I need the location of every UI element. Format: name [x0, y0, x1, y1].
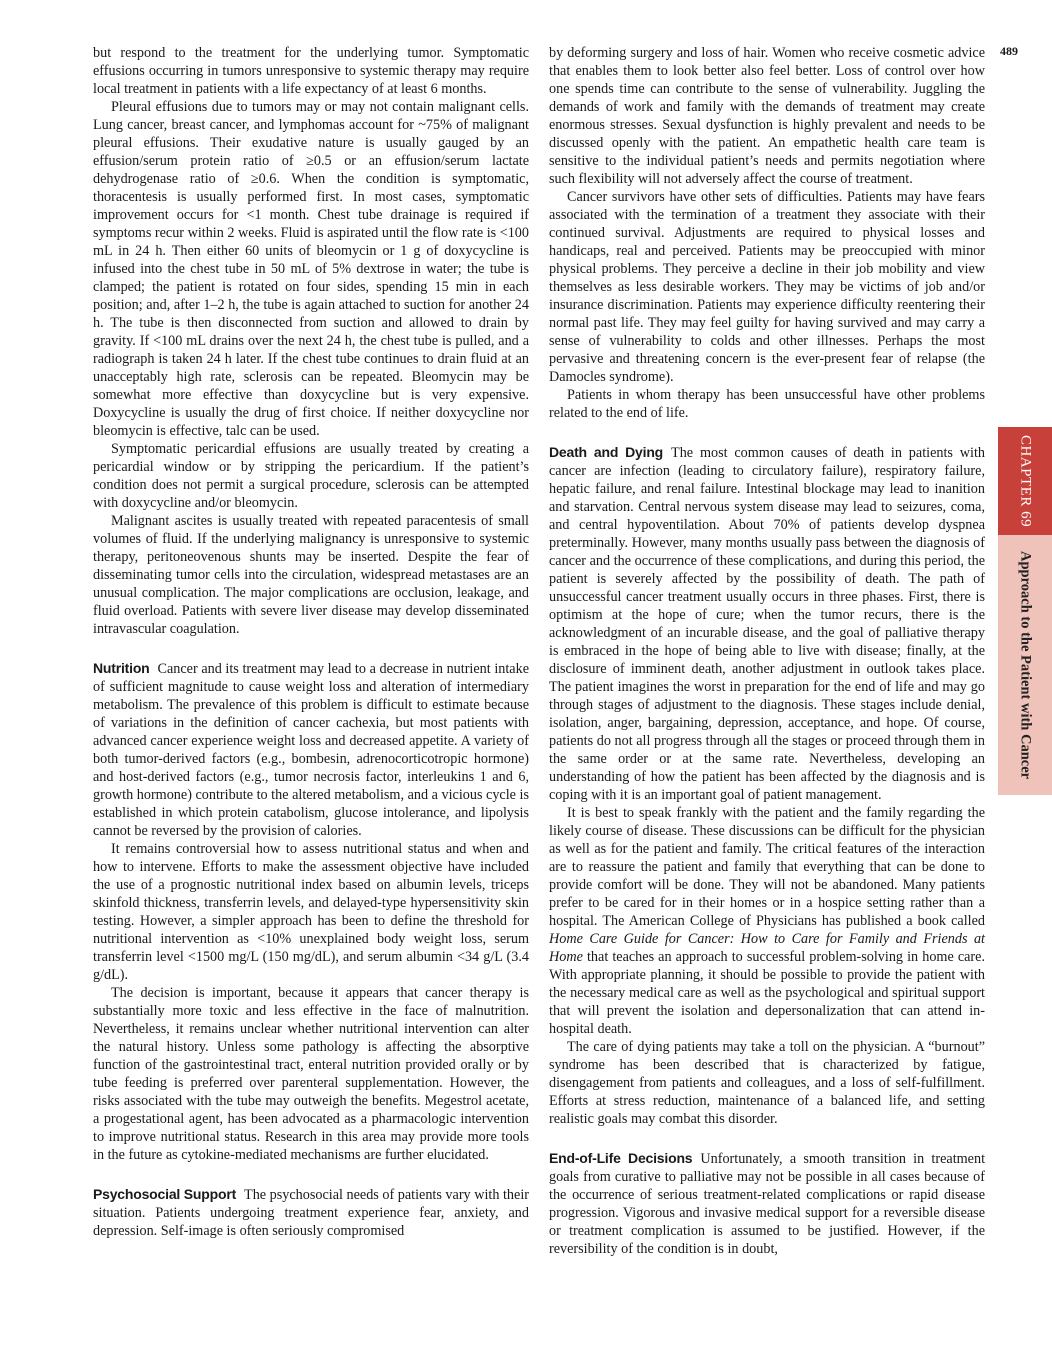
- paragraph: Patients in whom therapy has been unsuccessful have other problems related to the end of life.: [549, 387, 985, 421]
- paragraph: but respond to the treatment for the underlying tumor. Symptomatic effusions occurring in tumors unresponsive to systemic therapy may require local treatment in patients with a life expectancy of at least 6 months.: [93, 45, 529, 97]
- paragraph: Symptomatic pericardial effusions are usually treated by creating a pericardial window or by stripping the pericardium. If the patient’s condition does not permit a surgical procedure, sclerosis can be attempted with doxycycline and/or bleomycin.: [93, 441, 529, 511]
- paragraph: Malignant ascites is usually treated with repeated paracentesis of small volumes of fluid. If the underlying malignancy is unresponsive to systemic therapy, peritoneovenous shunts may be inserted. Despite the fear of disseminating tumor cells into the circulation, widespread metastases are an unusual complication. The major complications are occlusion, leakage, and fluid overload. Patients with severe liver disease may develop disseminated intravascular coagulation.: [93, 513, 529, 637]
- paragraph: [549, 804, 985, 1038]
- paragraph: Pleural effusions due to tumors may or may not contain malignant cells. Lung cancer, breast cancer, and lymphomas account for ~75% of malignant pleural effusions. Their exudative nature is usually gauged by an effusion/serum protein ratio of ≥0.5 or an effusion/serum lactate dehydrogenase ratio of ≥0.6. When the condition is symptomatic, thoracentesis is usually performed first. In most cases, symptomatic improvement occurs for <1 month. Chest tube drainage is required if symptoms recur within 2 weeks. Fluid is aspirated until the flow rate is <100 mL in 24 h. Then either 60 units of bleomycin or 1 g of doxycycline is infused into the chest tube in 50 mL of 5% dextrose in water; the tube is clamped; the patient is rotated on four sides, spending 15 min in each position; and, after 1–2 h, the tube is again attached to suction for another 24 h. The tube is then disconnected from suction and allowed to drain by gravity. If <100 mL drains over the next 24 h, the chest tube is pulled, and a radiograph is taken 24 h later. If the chest tube continues to drain fluid at an unacceptably high rate, sclerosis can be repeated. Bleomycin may be somewhat more effective than doxycycline but is very expensive. Doxycycline is usually the drug of first choice. If neither doxycycline nor bleomycin is effective, talc can be used.: [93, 99, 529, 439]
- paragraph-text: Unfortunately, a smooth transition in treatment goals from curative to palliative may not be possible in all cases because of the occurrence of serious treatment-related complications or rapid disease progression. Vigorous and invasive medical support for a reversible disease or treatment complication is assumed to be justified. However, if the reversibility of the condition is in doubt,: [549, 1151, 986, 1257]
- section-heading-death-and-dying: Death and Dying: [549, 444, 664, 460]
- paragraph-text: Cancer and its treatment may lead to a decrease in nutrient intake of sufficient magnitude to cause weight loss and alteration of intermediary metabolism. The prevalence of this problem is difficult to estimate because of variations in the definition of cancer cachexia, but most patients with advanced cancer experience weight loss and decreased appetite. A variety of both tumor-derived factors (e.g., bombesin, adrenocorticotropic hormone) and host-derived factors (e.g., tumor necrosis factor, interleukins 1 and 6, growth hormone) contribute to the altered metabolism, and a vicious cycle is established in which protein catabolism, glucose intolerance, and lipolysis cannot be reversed by the provision of calories.: [93, 661, 529, 839]
- section-heading-psychosocial: Psychosocial Support: [93, 1186, 237, 1202]
- page-number: 489: [1000, 44, 1018, 58]
- paragraph-text: The psychosocial needs of patients vary with their situation. Patients undergoing treatment experience fear, anxiety, and depression. Self-image is often seriously compromised: [93, 1187, 529, 1239]
- paragraph-text: The most common causes of death in patients with cancer are infection (leading to circulatory failure), respiratory failure, hepatic failure, and renal failure. Intestinal blockage may lead to inanition and starvation. Central nervous system disease may lead to seizures, coma, and central hypoventilation. About 70% of patients develop dyspnea preterminally. However, many months usually pass between the diagnosis of cancer and the occurrence of these complications, and during this period, the patient is severely affected by the possibility of death. The path of unsuccessful cancer treatment usually occurs in three phases. First, there is optimism at the hope of cure; when the tumor recurs, there is the acknowledgment of an incurable disease, and the goal of palliative therapy is embraced in the hope of being able to live with disease; finally, at the disclosure of imminent death, another adjustment in outlook takes place. The patient imagines the worst in preparation for the end of life and may go through stages of adjustment to the diagnosis. These stages include denial, isolation, anger, bargaining, depression, acceptance, and hope. Of course, patients do not all progress through all the stages or proceed through them in the same order or at the same rate. Nevertheless, developing an understanding of how the patient has been affected by the diagnosis and is coping with it is an important goal of patient management.: [549, 445, 985, 803]
- paragraph: It remains controversial how to assess nutritional status and when and how to intervene. Efforts to make the assessment objective have included the use of a prognostic nutritional index based on albumin levels, triceps skinfold thickness, transferrin levels, and delayed-type hypersensitivity skin testing. However, a simpler approach has been to define the threshold for nutritional intervention as <10% unexplained body weight loss, serum transferrin level <1500 mg/L (150 mg/dL), and serum albumin <34 g/L (3.4 g/dL).: [93, 841, 529, 983]
- death-and-dying-section: [549, 443, 985, 804]
- paragraph: Cancer survivors have other sets of difficulties. Patients may have fears associated with the termination of a treatment they associate with their continued survival. Adjustments are required to physical losses and handicaps, real and perceived. Patients may be preoccupied with minor physical problems. They perceive a decline in their job mobility and view themselves as less desirable workers. They may be victims of job and/or insurance discrimination. Patients may experience difficulty reentering their normal past life. They may feel guilty for having survived and may carry a sense of vulnerability to colds and other illnesses. Perhaps the most pervasive and threatening concern is the ever-present fear of relapse (the Damocles syndrome).: [549, 189, 985, 385]
- paragraph: by deforming surgery and loss of hair. Women who receive cosmetic advice that enables them to look better also feel better. Loss of control over how one spends time can contribute to the sense of vulnerability. Juggling the demands of work and family with the demands of treatment may create enormous stresses. Sexual dysfunction is highly prevalent and needs to be discussed openly with the patient. An empathetic health care team is sensitive to the individual patient’s needs and permits negotiation where such flexibility will not adversely affect the course of treatment.: [549, 45, 985, 187]
- paragraph: The care of dying patients may take a toll on the physician. A “burnout” syndrome has been described that is characterized by fatigue, disengagement from patients and colleagues, and a loss of self-fulfillment. Efforts at stress reduction, maintenance of a balanced life, and setting realistic goals may combat this disorder.: [549, 1039, 985, 1127]
- chapter-tab: [998, 427, 1052, 535]
- paragraph: The decision is important, because it appears that cancer therapy is substantially more toxic and less effective in the face of malnutrition. Nevertheless, it remains unclear whether nutritional intervention can alter the natural history. Unless some pathology is affecting the absorptive function of the gastrointestinal tract, enteral nutrition provided orally or by tube feeding is preferred over parenteral supplementation. However, the risks associated with the tube may outweigh the benefits. Megestrol acetate, a progestational agent, has been advocated as a pharmacologic intervention to improve nutritional status. Research in this area may provide more tools in the future as cytokine-mediated mechanisms are further elucidated.: [93, 985, 529, 1163]
- book-title: Home Care Guide for Cancer: How to Care for Family and Friends at Home: [549, 931, 985, 965]
- nutrition-section: [93, 659, 529, 840]
- section-heading-end-of-life: End-of-Life Decisions: [549, 1150, 693, 1166]
- paragraph-text: It is best to speak frankly with the patient and the family regarding the likely course of disease. These discussions can be difficult for the physician as well as for the patient and family. The critical features of the interaction are to reassure the patient and family that everything that can be done to provide comfort will be done. They will not be abandoned. Many patients prefer to be cared for in their homes or in a hospice setting rather than a hospital. The American College of Physicians has published a book called: [549, 805, 985, 929]
- left-column: [93, 44, 529, 1240]
- end-of-life-section: [549, 1149, 985, 1258]
- chapter-label: CHAPTER 69: [1017, 434, 1034, 528]
- chapter-title: Approach to the Patient with Cancer: [1017, 550, 1034, 780]
- psychosocial-section: [93, 1185, 529, 1240]
- right-column: [549, 44, 985, 1258]
- chapter-title-tab: [998, 535, 1052, 795]
- paragraph-text: that teaches an approach to successful problem-solving in home care. With appropriate planning, it should be possible to provide the patient with the necessary medical care as well as the psychological and spiritual support that will prevent the isolation and depersonalization that can attend in-hospital death.: [549, 949, 986, 1037]
- section-heading-nutrition: Nutrition: [93, 660, 150, 676]
